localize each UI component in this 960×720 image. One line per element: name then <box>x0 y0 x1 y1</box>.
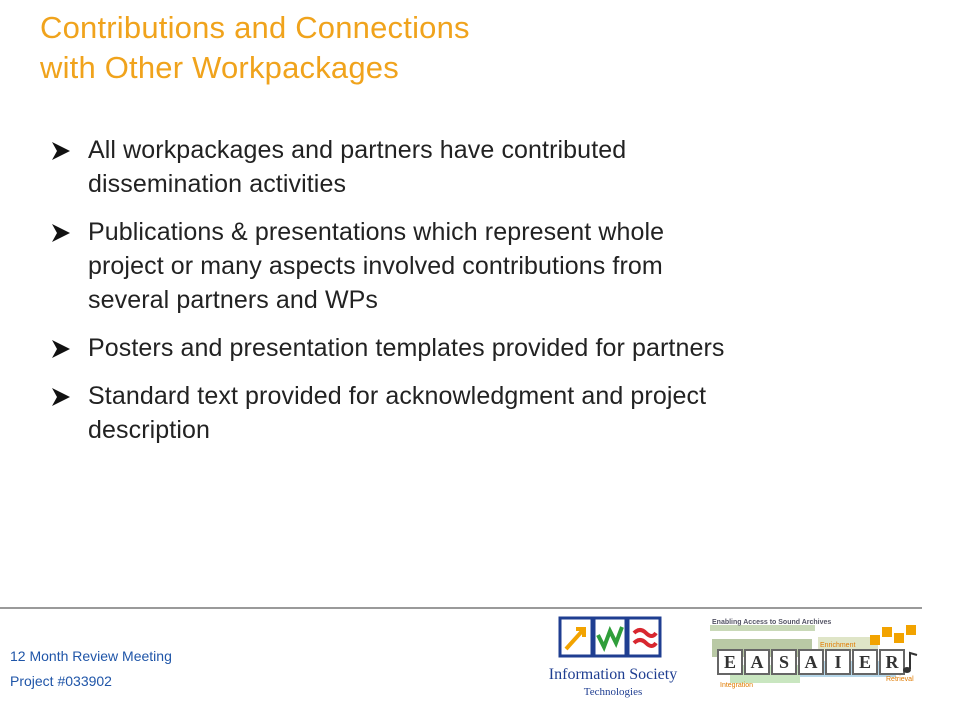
footer-project: Project #033902 <box>10 673 112 689</box>
slide-title <box>40 8 920 88</box>
bullet-line: All workpackages and partners have contributed <box>88 136 627 164</box>
easaier-enrichment: Enrichment <box>820 642 856 649</box>
title-line-2: with Other Workpackages <box>40 50 399 85</box>
title-line-1: Contributions and Connections <box>40 10 470 45</box>
bullet-item <box>50 215 920 317</box>
ist-sub: Technologies <box>583 686 643 698</box>
easaier-letter: A <box>804 652 818 672</box>
bullet-line: Standard text provided for acknowledgment and project <box>88 382 707 410</box>
easaier-tagline: Enabling Access to Sound Archives <box>712 619 832 626</box>
arrowhead-icon <box>50 140 72 162</box>
easaier-logo <box>700 617 920 689</box>
easaier-letter: R <box>885 652 899 672</box>
easaier-integration: Integration <box>720 682 754 689</box>
easaier-letter: E <box>723 652 737 672</box>
bullet-list <box>50 133 920 461</box>
bullet-line: dissemination activities <box>88 170 347 198</box>
easaier-letter: A <box>750 652 764 672</box>
bullet-line: Posters and presentation templates provided for partners <box>88 334 725 362</box>
footer-meeting: 12 Month Review Meeting <box>10 648 172 664</box>
footer-divider <box>0 607 922 609</box>
ist-name: Information Society <box>548 666 678 683</box>
bullet-item <box>50 331 920 365</box>
bullet-line: project or many aspects involved contributions from <box>88 252 663 280</box>
easaier-letter: S <box>778 652 790 672</box>
arrowhead-icon <box>50 222 72 244</box>
easaier-letter: I <box>834 652 842 672</box>
bullet-line: description <box>88 416 210 444</box>
bullet-line: Publications & presentations which represent whole <box>88 218 665 246</box>
arrowhead-icon <box>50 386 72 408</box>
bullet-item <box>50 133 920 201</box>
arrowhead-icon <box>50 338 72 360</box>
bullet-line: several partners and WPs <box>88 286 379 314</box>
easaier-retrieval: Retrieval <box>886 676 914 683</box>
bullet-item <box>50 379 920 447</box>
music-note-icon <box>910 653 917 669</box>
ist-logo <box>538 613 688 705</box>
easaier-letter: E <box>858 652 872 672</box>
